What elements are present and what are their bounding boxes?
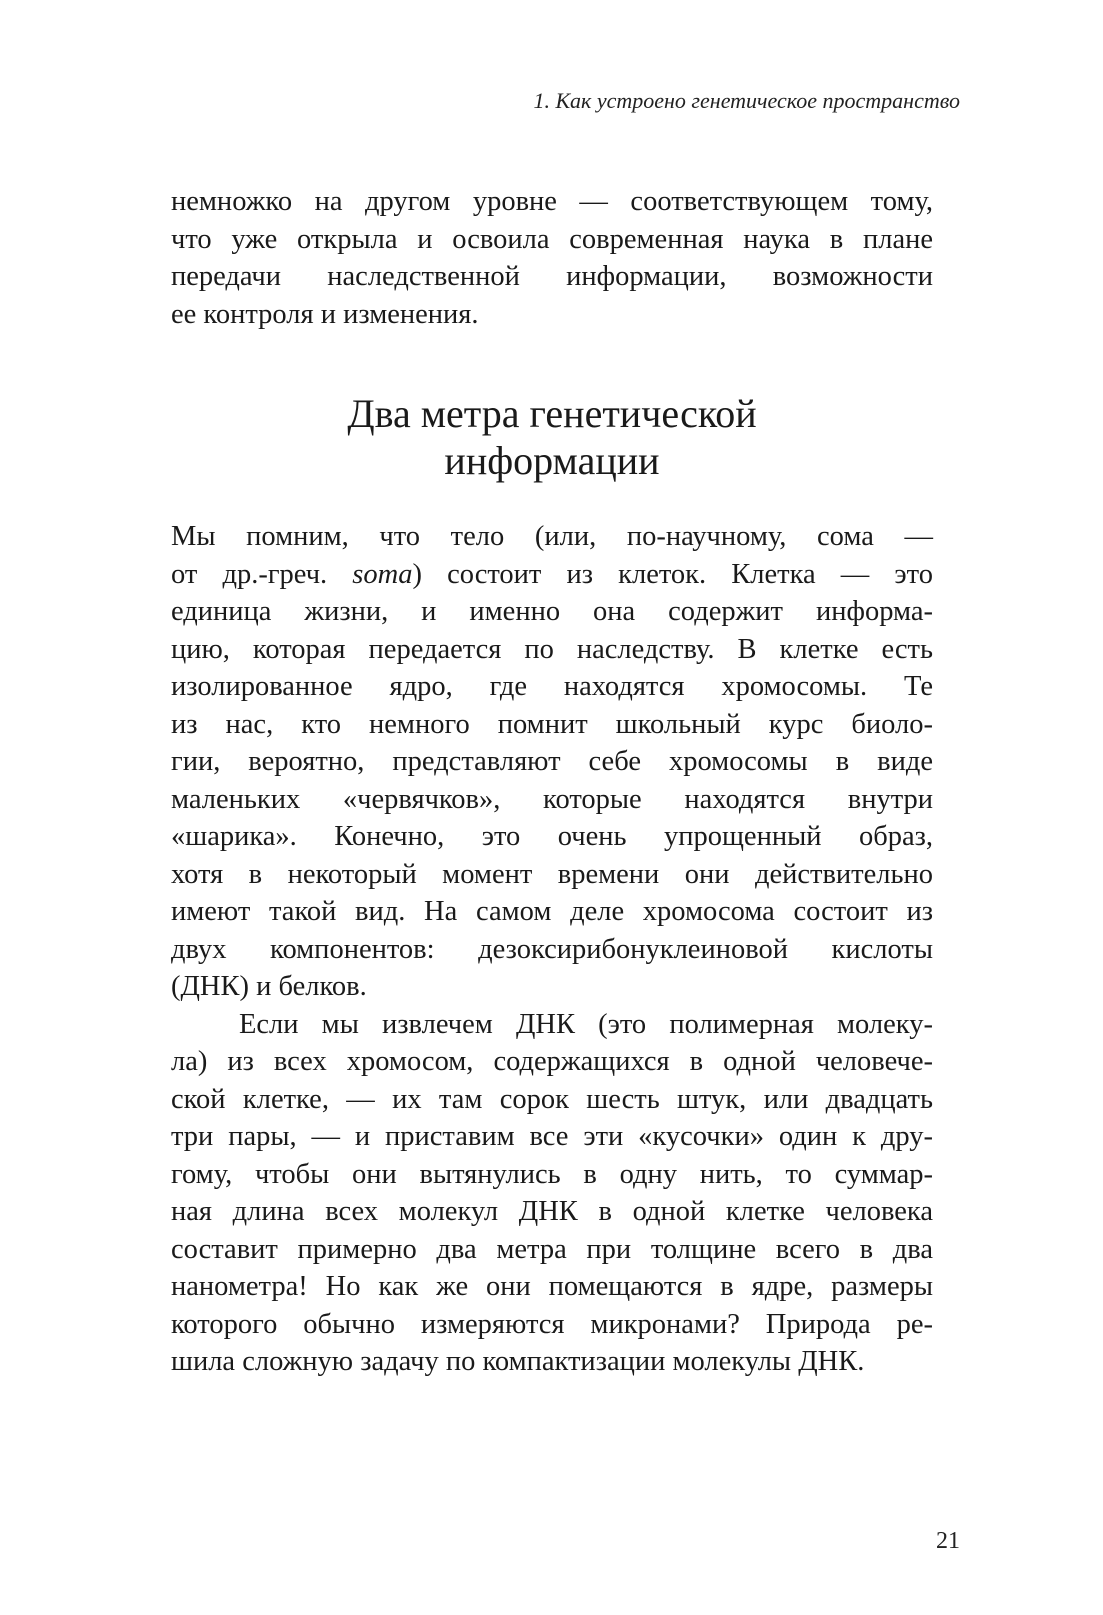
text-line: нанометра! Но как же они помещаются в ядре, размеры [171,1271,933,1302]
text-line: гии, вероятно, представляют себе хромосомы в виде [171,746,933,777]
running-header: 1. Как устроено генетическое пространство [533,88,960,113]
text-line: гому, чтобы они вытянулись в одну нить, то суммар- [171,1158,933,1190]
text-line: передачи наследственной информации, возможности [171,261,933,292]
text-line: которого обычно измеряются микронами? Природа ре- [171,1308,933,1340]
text-line: из нас, кто немного помнит школьный курс биоло- [171,708,933,740]
intro-paragraph [171,183,933,333]
text-line: ской клетке, — их там сорок шесть штук, или двадцать [171,1083,933,1115]
text-line: хотя в некоторый момент времени они действительно [171,858,933,890]
text-line: (ДНК) и белков. [171,971,367,1002]
text-fragment: ) состоит из клеток. Клетка — это [412,558,933,590]
italic-term: soma [352,558,413,590]
text-line: три пары, — и приставим все эти «кусочки» один к дру- [171,1121,933,1152]
section-heading-line: информации [444,438,660,483]
section-heading-line: Два метра генетической [347,391,757,436]
section-heading [171,390,933,484]
text-line: имеют такой вид. На самом деле хромосома состоит из [171,896,933,927]
text-line: ла) из всех хромосом, содержащихся в одной человече- [171,1046,933,1077]
paragraph-2 [171,1006,933,1381]
text-line: двух компонентов: дезоксирибонуклеиновой кислоты [171,933,933,965]
text-line: «шарика». Конечно, это очень упрощенный образ, [171,821,933,852]
text-line: единица жизни, и именно она содержит информа- [171,596,933,627]
body-text [171,518,933,1381]
text-line: маленьких «червячков», которые находятся внутри [171,783,933,815]
text-line: изолированное ядро, где находятся хромосомы. Те [171,671,933,702]
text-line: Мы помним, что тело (или, по-научному, сома — [171,521,933,552]
text-fragment: от др.-греч. [171,558,353,590]
text-line: немножко на другом уровне — соответствующем тому, [171,186,933,217]
text-line: шила сложную задачу по компактизации молекулы ДНК. [171,1346,865,1377]
text-line [171,556,933,594]
text-line: цию, которая передается по наследству. В клетке есть [171,633,933,665]
text-line: ная длина всех молекул ДНК в одной клетке человека [171,1196,933,1227]
text-line: ее контроля и изменения. [171,298,479,330]
text-line: составит примерно два метра при толщине всего в два [171,1233,933,1265]
text-line: что уже открыла и освоила современная наука в плане [171,223,933,255]
page-number: 21 [936,1528,960,1554]
paragraph-1 [171,518,933,1006]
text-line: Если мы извлечем ДНК (это полимерная молеку- [239,1008,933,1040]
